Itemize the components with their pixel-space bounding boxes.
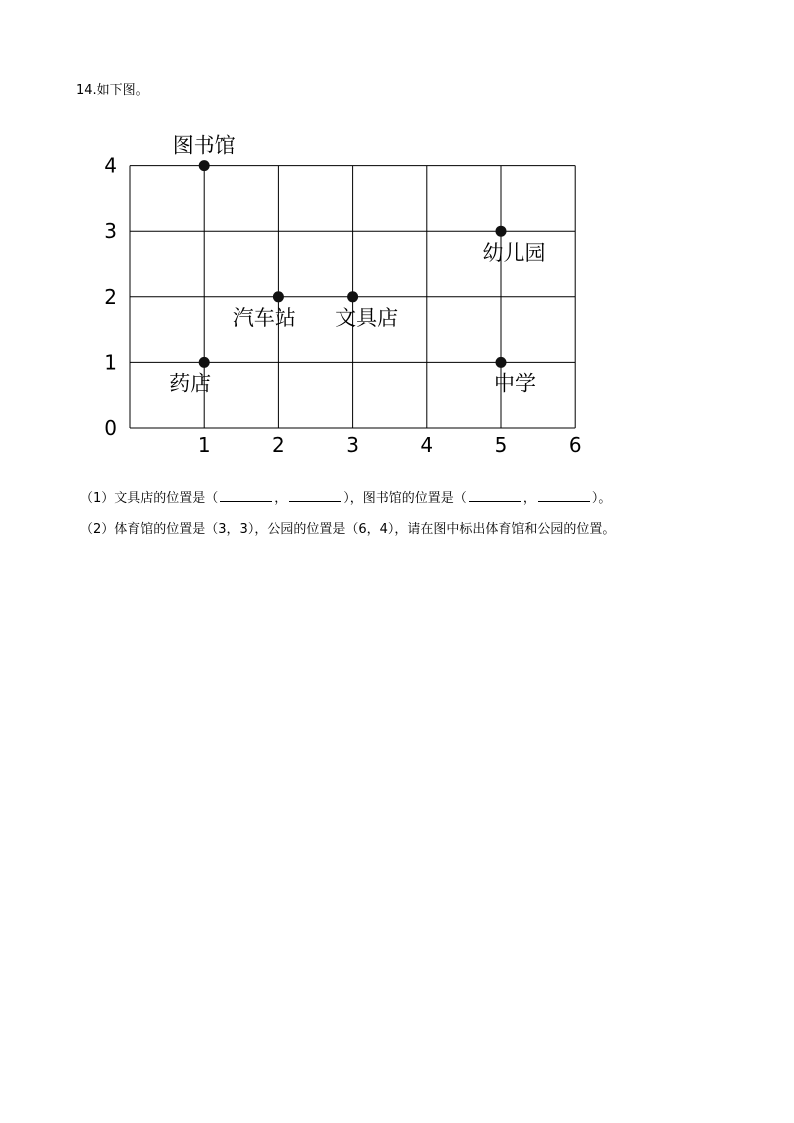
y-tick-label: 4 — [104, 153, 117, 178]
x-tick-label: 6 — [568, 433, 582, 457]
answer-blank-stationery-y[interactable] — [289, 489, 341, 502]
point-marker — [496, 357, 507, 368]
point-marker — [199, 160, 210, 171]
x-tick-label: 3 — [346, 433, 359, 457]
part1-prefix: （1）文具店的位置是（ — [80, 491, 219, 506]
answer-blank-stationery-x[interactable] — [220, 489, 272, 502]
point-marker — [199, 357, 210, 368]
point-label: 药店 — [169, 371, 212, 396]
points — [169, 134, 545, 396]
point-label: 图书馆 — [172, 133, 236, 158]
point-marker — [347, 291, 358, 302]
question-part-1 — [80, 489, 611, 508]
y-tick-label: 1 — [104, 350, 117, 375]
part1-between: ），图书馆的位置是（ — [343, 491, 467, 506]
y-tick-label: 0 — [104, 416, 117, 440]
answer-blank-library-x[interactable] — [469, 489, 521, 502]
answer-blank-library-y[interactable] — [538, 489, 590, 502]
x-tick-label: 5 — [494, 433, 508, 457]
x-tick-label: 2 — [272, 433, 285, 457]
question-title: 14.如下图。 — [76, 83, 149, 98]
y-tick-label: 3 — [104, 219, 117, 244]
point-label: 汽车站 — [232, 305, 296, 330]
coordinate-grid — [95, 125, 595, 465]
point-label: 中学 — [494, 371, 536, 396]
part1-suffix: ）。 — [591, 491, 612, 506]
point-label: 幼儿园 — [482, 241, 546, 266]
point-marker — [273, 291, 284, 302]
point-marker — [496, 226, 507, 237]
point-label: 文具店 — [335, 305, 399, 330]
y-tick-label: 2 — [104, 284, 117, 309]
part1-comma: ， — [274, 491, 288, 506]
question-part-2: （2）体育馆的位置是（3，3），公园的位置是（6，4），请在图中标出体育馆和公园的位置。 — [80, 522, 616, 537]
x-tick-label: 4 — [420, 433, 434, 457]
part1-comma-2: ， — [522, 491, 536, 506]
x-tick-label: 1 — [197, 433, 211, 457]
